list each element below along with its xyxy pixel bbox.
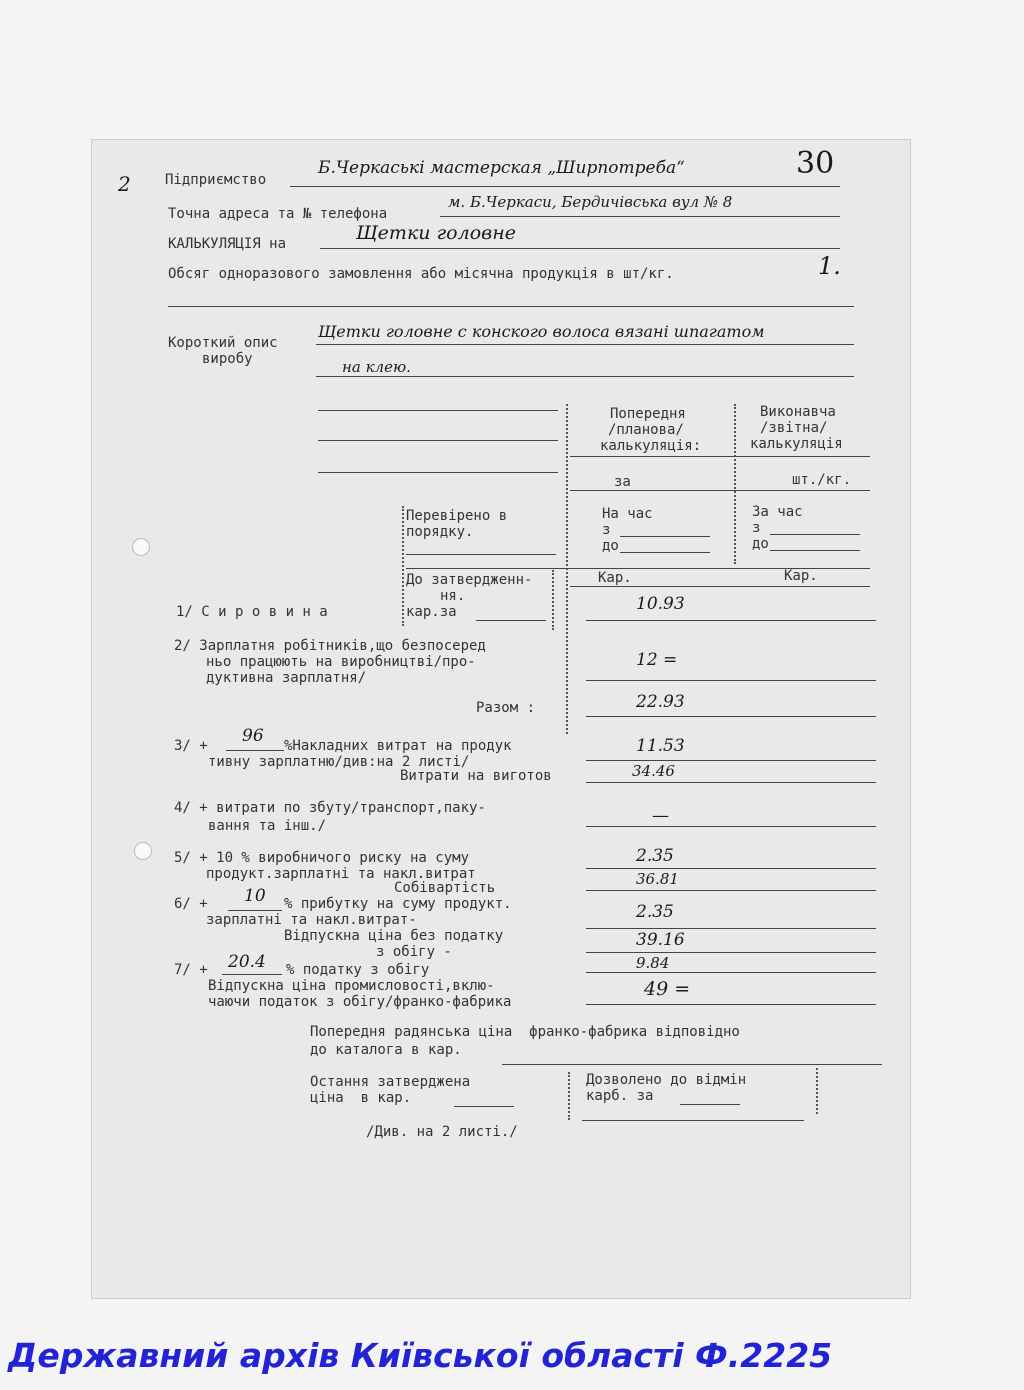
address-label: Точна адреса та № телефона bbox=[168, 206, 388, 222]
address-value: м. Б.Черкаси, Бердичівська вул № 8 bbox=[448, 193, 733, 211]
last-price-line2: ціна в кар. bbox=[310, 1090, 412, 1106]
row3-total-value: 34.46 bbox=[632, 762, 675, 780]
enterprise-line bbox=[290, 186, 840, 187]
see-sheet-note: /Див. на 2 листі./ bbox=[366, 1124, 518, 1140]
prev-price-line2: до каталога в кар. bbox=[310, 1042, 462, 1058]
column-separator-2 bbox=[734, 404, 736, 564]
row6-percent: 10 bbox=[244, 886, 266, 906]
allowed-right-border bbox=[816, 1068, 818, 1114]
header-underline bbox=[570, 456, 870, 457]
calc-line bbox=[320, 248, 840, 249]
row3-line bbox=[586, 760, 876, 761]
row2-line3: дуктивна зарплатня/ bbox=[206, 670, 367, 686]
calc-value: Щетки головне bbox=[356, 222, 516, 244]
allowed-left-border bbox=[568, 1072, 570, 1120]
nachas-line-2 bbox=[620, 552, 710, 553]
nachas-2: з bbox=[602, 522, 611, 538]
row7-prefix: 7/ + bbox=[174, 962, 208, 978]
volume-value: 1. bbox=[818, 252, 841, 280]
punch-hole-top bbox=[132, 538, 150, 556]
kar-label-1: Кар. bbox=[598, 570, 632, 586]
checked-line bbox=[406, 554, 556, 555]
nachas-3: до bbox=[602, 538, 619, 554]
row1-value: 10.93 bbox=[636, 594, 685, 614]
za-label: за bbox=[614, 474, 631, 490]
enterprise-label: Підприємство bbox=[165, 172, 267, 188]
row6-value: 2.35 bbox=[636, 902, 674, 922]
prev-price-line1: Попередня радянська ціна франко-фабрика відповідно bbox=[310, 1024, 740, 1040]
allowed-line2: карб. за bbox=[586, 1088, 654, 1104]
archive-caption: Державний архів Київської області Ф.2225 bbox=[8, 1336, 833, 1375]
zachas-line-2 bbox=[770, 550, 860, 551]
row6-percent-line bbox=[228, 910, 282, 911]
row7-percent-line bbox=[222, 974, 282, 975]
volume-line bbox=[168, 306, 854, 307]
punch-hole-bottom bbox=[134, 842, 152, 860]
row3-total-label: Витрати на виготов bbox=[400, 768, 552, 784]
row7-value: 9.84 bbox=[636, 954, 670, 972]
zachas-3: до bbox=[752, 536, 769, 552]
sum-value: 22.93 bbox=[636, 692, 685, 712]
industry-value: 49 = bbox=[644, 978, 691, 1000]
row7-line1: % податку з обігу bbox=[286, 962, 430, 978]
row3-percent: 96 bbox=[242, 726, 264, 746]
price-value: 39.16 bbox=[636, 930, 685, 950]
exec-header-2: /звітна/ bbox=[760, 420, 828, 436]
row3-prefix: 3/ + bbox=[174, 738, 208, 754]
description-label-2: виробу bbox=[202, 351, 253, 367]
row5-line2: продукт.зарплатні та накл.витрат bbox=[206, 866, 476, 882]
left-blank-line-3 bbox=[318, 472, 558, 473]
allowed-bottom-line bbox=[582, 1120, 804, 1121]
left-blank-line-1 bbox=[318, 410, 558, 411]
row2-line bbox=[586, 680, 876, 681]
row4-line1: 4/ + витрати по збуту/транспорт,паку- bbox=[174, 800, 486, 816]
approval-label-1: До затвердженн- bbox=[406, 572, 533, 588]
row4-value: — bbox=[652, 806, 669, 826]
exec-header-3: калькуляція bbox=[750, 436, 843, 452]
row6-line2: зарплатні та накл.витрат- bbox=[206, 912, 417, 928]
price-line2: з обігу - bbox=[376, 944, 452, 960]
nachas-line-1 bbox=[620, 536, 710, 537]
sum-line bbox=[586, 716, 876, 717]
volume-label: Обсяг одноразового замовлення або місячна продукція в шт/кг. bbox=[168, 266, 674, 282]
prelim-header-3: калькуляція: bbox=[600, 438, 702, 454]
industry-line bbox=[586, 1004, 876, 1005]
row2-value: 12 = bbox=[636, 650, 678, 670]
kar-label-2: Кар. bbox=[784, 568, 818, 584]
calc-label: КАЛЬКУЛЯЦІЯ на bbox=[168, 236, 287, 252]
column-separator-4 bbox=[552, 570, 554, 630]
page-number: 30 bbox=[796, 146, 835, 181]
cost-label: Собівартість bbox=[394, 880, 496, 896]
row2-line1: 2/ Зарплатня робітників,що безпосеред bbox=[174, 638, 486, 654]
column-separator-1 bbox=[566, 404, 568, 734]
description-line-1 bbox=[316, 344, 854, 345]
description-value-2: на клею. bbox=[342, 358, 411, 376]
price-line1: Відпускна ціна без податку bbox=[284, 928, 504, 944]
industry-line1: Відпускна ціна промисловості,вклю- bbox=[208, 978, 495, 994]
last-price-line bbox=[454, 1106, 514, 1107]
row2-line2: ньо працюють на виробництві/про- bbox=[206, 654, 476, 670]
cost-line bbox=[586, 890, 876, 891]
description-line-2 bbox=[316, 376, 854, 377]
row5-line bbox=[586, 868, 876, 869]
row6-line bbox=[586, 928, 876, 929]
row6-line1: % прибутку на суму продукт. bbox=[284, 896, 512, 912]
za-line bbox=[570, 490, 870, 491]
exec-header-1: Виконавча bbox=[760, 404, 836, 420]
checked-label-2: порядку. bbox=[406, 524, 474, 540]
industry-line2: чаючи податок з обігу/франко-фабрика bbox=[208, 994, 512, 1010]
approval-line bbox=[476, 620, 546, 621]
sum-label: Разом : bbox=[476, 700, 536, 716]
row5-value: 2.35 bbox=[636, 846, 674, 866]
row7-percent: 20.4 bbox=[228, 952, 266, 972]
row4-line2: вання та інш./ bbox=[208, 818, 327, 834]
row3-total-line bbox=[586, 782, 876, 783]
allowed-line bbox=[680, 1104, 740, 1105]
prelim-header-1: Попередня bbox=[610, 406, 686, 422]
nachas-1: На час bbox=[602, 506, 653, 522]
margin-mark: 2 bbox=[118, 172, 131, 196]
row7-line bbox=[586, 972, 876, 973]
cost-value: 36.81 bbox=[636, 870, 679, 888]
row1-label: 1/ С и р о в и н а bbox=[176, 604, 328, 620]
prev-price-line bbox=[502, 1064, 882, 1065]
unit-label: шт./кг. bbox=[792, 472, 852, 488]
column-separator-3 bbox=[402, 506, 404, 626]
prelim-header-2: /планова/ bbox=[608, 422, 684, 438]
left-blank-line-2 bbox=[318, 440, 558, 441]
zachas-1: За час bbox=[752, 504, 803, 520]
row3-percent-line bbox=[226, 750, 284, 751]
row5-line1: 5/ + 10 % виробничого риску на суму bbox=[174, 850, 470, 866]
zachas-2: з bbox=[752, 520, 761, 536]
row6-prefix: 6/ + bbox=[174, 896, 208, 912]
row3-line1: %Накладних витрат на продук bbox=[284, 738, 512, 754]
checked-label-1: Перевірено в bbox=[406, 508, 508, 524]
price-line bbox=[586, 952, 876, 953]
enterprise-value: Б.Черкаські мастерская „Ширпотреба“ bbox=[318, 158, 685, 178]
row1-line bbox=[586, 620, 876, 621]
last-price-line1: Остання затверджена bbox=[310, 1074, 471, 1090]
approval-label-2: ня. bbox=[440, 588, 466, 604]
kar-underline bbox=[570, 586, 870, 587]
description-label-1: Короткий опис bbox=[168, 335, 278, 351]
row3-value: 11.53 bbox=[636, 736, 685, 756]
approval-label-3: кар.за bbox=[406, 604, 457, 620]
address-line bbox=[440, 216, 840, 217]
allowed-line1: Дозволено до відмін bbox=[586, 1072, 747, 1088]
row4-line bbox=[586, 826, 876, 827]
description-value-1: Щетки головне с конского волоса вязані шпагатом bbox=[318, 322, 765, 341]
row3-line2: тивну зарплатню/див:на 2 листі/ bbox=[208, 754, 470, 770]
zachas-line-1 bbox=[770, 534, 860, 535]
